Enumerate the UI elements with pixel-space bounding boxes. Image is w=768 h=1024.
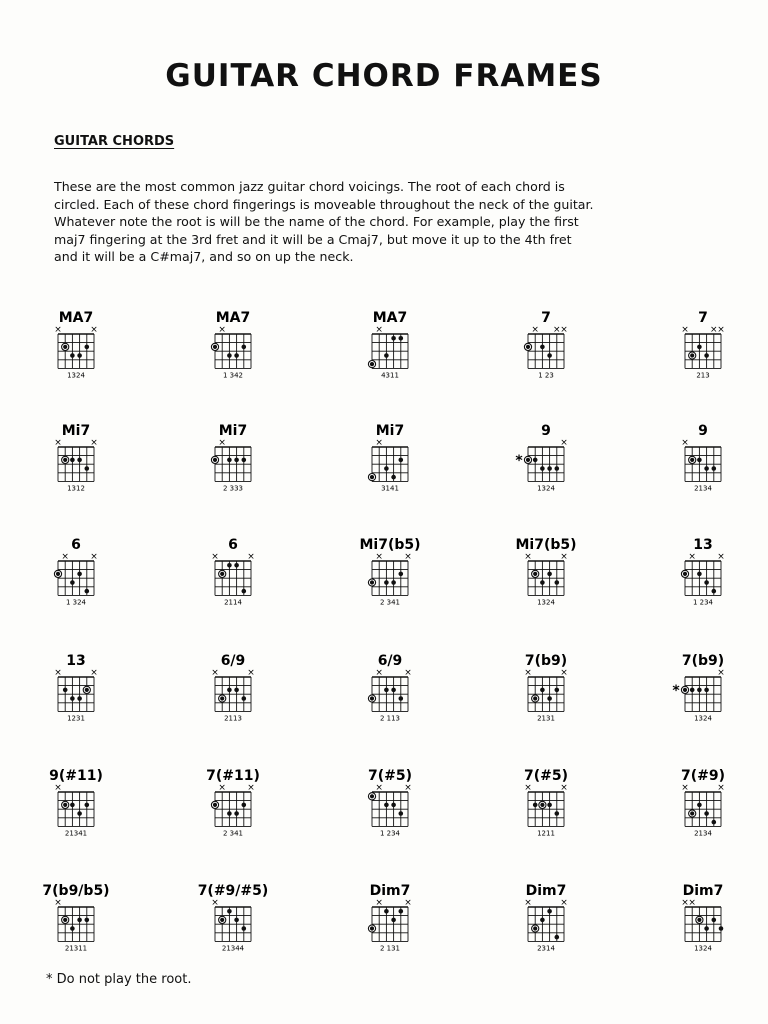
muted-string-mark: × [218, 783, 226, 793]
finger-dot [234, 563, 239, 568]
fingering-numbers: 3141 [381, 484, 399, 493]
chord-frame [211, 423, 251, 492]
fingering-numbers: 1 234 [379, 829, 401, 838]
muted-string-mark: × [375, 668, 383, 678]
root-note-dot [533, 572, 537, 576]
muted-string-mark: × [90, 438, 98, 448]
chord-name: 9 [541, 423, 551, 439]
finger-dot [540, 580, 545, 585]
finger-dot [85, 803, 90, 808]
chord-name: 13 [66, 653, 86, 669]
finger-dot [399, 909, 404, 914]
fingering-numbers: 2113 [224, 714, 242, 723]
muted-string-mark: × [61, 552, 69, 562]
chord-frame [368, 653, 411, 722]
finger-dot [234, 811, 239, 816]
chord-name: Dim7 [525, 883, 567, 899]
finger-dot [555, 466, 560, 471]
finger-dot [63, 688, 68, 693]
root-note-dot [370, 362, 374, 366]
root-note-dot [540, 803, 544, 807]
finger-dot [704, 926, 709, 931]
chord-frame [368, 883, 411, 952]
finger-dot [384, 688, 389, 693]
chord-frame [54, 310, 98, 379]
chord-frame [515, 423, 567, 492]
fingering-numbers: 21311 [64, 944, 88, 953]
fingering-numbers: 2314 [537, 944, 555, 953]
muted-string-mark: × [247, 552, 255, 562]
finger-dot [242, 803, 247, 808]
chord-frame [368, 310, 408, 379]
muted-string-mark: × [717, 325, 725, 335]
finger-dot [70, 458, 75, 463]
finger-dot [555, 811, 560, 816]
chord-frame [211, 537, 255, 606]
fingering-numbers: 1324 [537, 598, 555, 607]
chord-frame [368, 768, 412, 837]
intro-line: and it will be a C#maj7, and so on up the neck. [54, 249, 354, 264]
chord-name: Dim7 [682, 883, 724, 899]
chord-name: 7(#11) [206, 768, 260, 784]
finger-dot [77, 918, 82, 923]
finger-dot [704, 466, 709, 471]
muted-string-mark: × [247, 783, 255, 793]
finger-dot [697, 458, 702, 463]
root-note-dot [690, 458, 694, 462]
finger-dot [697, 688, 702, 693]
finger-dot [391, 918, 396, 923]
finger-dot [227, 458, 232, 463]
muted-string-mark: × [90, 552, 98, 562]
finger-dot [85, 466, 90, 471]
chord-name: Mi7 [375, 423, 405, 439]
finger-dot [85, 918, 90, 923]
finger-dot [391, 580, 396, 585]
fingering-numbers: 1324 [694, 714, 712, 723]
chord-frame [49, 768, 103, 837]
chord-frame [681, 310, 725, 379]
muted-string-mark: × [211, 898, 219, 908]
root-note-dot [220, 918, 224, 922]
finger-dot [234, 918, 239, 923]
muted-string-mark: × [688, 898, 696, 908]
chord-frame [681, 423, 721, 492]
muted-string-mark: × [560, 783, 568, 793]
intro-line: circled. Each of these chord fingerings is moveable throughout the neck of the guitar. [54, 196, 594, 212]
chord-name: MA7 [215, 310, 251, 326]
fingering-numbers: 1211 [537, 829, 555, 838]
chord-frame [515, 537, 576, 606]
finger-dot [77, 353, 82, 358]
finger-dot [547, 909, 552, 914]
fingering-numbers: 2114 [224, 598, 242, 607]
finger-dot [555, 688, 560, 693]
fingering-numbers: 1324 [694, 944, 712, 953]
muted-string-mark: × [211, 668, 219, 678]
finger-dot [704, 580, 709, 585]
finger-dot [533, 458, 538, 463]
muted-string-mark: × [211, 552, 219, 562]
chord-name: 7(#5) [523, 768, 569, 784]
muted-string-mark: × [560, 552, 568, 562]
chord-frame [42, 883, 109, 952]
muted-string-mark: × [247, 668, 255, 678]
finger-dot [547, 353, 552, 358]
chord-name: Mi7(b5) [515, 537, 577, 553]
chord-frame [524, 883, 568, 952]
finger-dot [704, 688, 709, 693]
root-note-dot [533, 926, 537, 930]
fingering-numbers: 2 113 [379, 714, 401, 723]
muted-string-mark: × [375, 438, 383, 448]
root-note-dot [220, 572, 224, 576]
chord-frame [368, 423, 408, 492]
fingering-numbers: 2134 [694, 829, 712, 838]
chord-name: 7(#5) [367, 768, 413, 784]
muted-string-mark: × [681, 325, 689, 335]
chord-frame [54, 537, 97, 606]
chord-frame [211, 653, 255, 722]
chord-name: 6/9 [377, 653, 403, 669]
root-note-dot [370, 794, 374, 798]
finger-dot [227, 811, 232, 816]
finger-dot [234, 688, 239, 693]
chord-name: 9 [698, 423, 708, 439]
finger-dot [555, 580, 560, 585]
chord-frame [54, 423, 98, 492]
muted-string-mark: × [524, 783, 532, 793]
root-note-dot [533, 696, 537, 700]
finger-dot [540, 918, 545, 923]
fingering-numbers: 2 333 [222, 484, 244, 493]
muted-string-mark: × [531, 325, 539, 335]
chord-frame [681, 537, 724, 606]
muted-string-mark: × [90, 668, 98, 678]
finger-dot [399, 336, 404, 341]
root-note-dot [690, 811, 694, 815]
fingering-numbers: 2134 [694, 484, 712, 493]
finger-dot [70, 580, 75, 585]
chord-frame-grid [0, 300, 768, 960]
muted-string-mark: × [560, 898, 568, 908]
finger-dot [227, 688, 232, 693]
fingering-numbers: 1324 [537, 484, 555, 493]
chord-name: 7(#9/#5) [197, 883, 269, 899]
fingering-numbers: 213 [696, 371, 710, 380]
fingering-numbers: 1 342 [222, 371, 244, 380]
root-note-dot [526, 345, 530, 349]
chord-name: 7 [698, 310, 708, 326]
root-note-dot [213, 345, 217, 349]
finger-dot [70, 803, 75, 808]
root-note-dot [213, 803, 217, 807]
finger-dot [690, 688, 695, 693]
muted-string-mark: × [524, 552, 532, 562]
fingering-numbers: 2131 [537, 714, 555, 723]
fingering-numbers: 2 341 [379, 598, 401, 607]
section-heading: GUITAR CHORDS [54, 134, 175, 149]
finger-dot [384, 909, 389, 914]
chord-name: 7(b9/b5) [42, 883, 110, 899]
finger-dot [697, 572, 702, 577]
finger-dot [77, 458, 82, 463]
muted-string-mark: × [717, 783, 725, 793]
finger-dot [384, 353, 389, 358]
muted-string-mark: × [524, 668, 532, 678]
intro-line: maj7 fingering at the 3rd fret and it will be a Cmaj7, but move it up to the 4th fret [54, 231, 572, 247]
chord-name: 6 [228, 537, 238, 553]
finger-dot [391, 803, 396, 808]
intro-paragraph [54, 178, 694, 266]
finger-dot [712, 918, 717, 923]
muted-string-mark: × [54, 898, 62, 908]
root-note-dot [63, 345, 67, 349]
fingering-numbers: 2 131 [379, 944, 401, 953]
finger-dot [391, 475, 396, 480]
muted-string-mark: × [375, 783, 383, 793]
muted-string-mark: × [681, 438, 689, 448]
root-note-dot [370, 580, 374, 584]
fingering-numbers: 4311 [381, 371, 399, 380]
finger-dot [399, 572, 404, 577]
do-not-play-root-mark: * [672, 682, 680, 699]
finger-dot [70, 353, 75, 358]
chord-frame [524, 653, 568, 722]
root-note-dot [683, 572, 687, 576]
muted-string-mark: × [688, 552, 696, 562]
muted-string-mark: × [54, 438, 62, 448]
muted-string-mark: × [375, 898, 383, 908]
fingering-numbers: 1312 [67, 484, 85, 493]
finger-dot [533, 803, 538, 808]
chord-frame [672, 653, 724, 722]
muted-string-mark: × [404, 783, 412, 793]
fingering-numbers: 1231 [67, 714, 85, 723]
muted-string-mark: × [717, 552, 725, 562]
chord-name: MA7 [372, 310, 408, 326]
muted-string-mark: × [681, 898, 689, 908]
muted-string-mark: × [90, 325, 98, 335]
muted-string-mark: × [560, 668, 568, 678]
finger-dot [399, 811, 404, 816]
chord-frame [681, 768, 725, 837]
muted-string-mark: × [404, 668, 412, 678]
intro-line: These are the most common jazz guitar chord voicings. The root of each chord is [54, 179, 565, 194]
chord-frame [198, 883, 269, 952]
root-note-dot [370, 926, 374, 930]
finger-dot [242, 458, 247, 463]
finger-dot [712, 589, 717, 594]
finger-dot [399, 696, 404, 701]
muted-string-mark: × [710, 325, 718, 335]
chord-name: 7(b9) [524, 653, 568, 669]
root-note-dot [683, 688, 687, 692]
finger-dot [547, 696, 552, 701]
muted-string-mark: × [404, 898, 412, 908]
finger-dot [704, 811, 709, 816]
muted-string-mark: × [54, 783, 62, 793]
finger-dot [234, 458, 239, 463]
root-note-dot [63, 458, 67, 462]
chord-name: Dim7 [369, 883, 411, 899]
finger-dot [70, 926, 75, 931]
root-note-dot [370, 475, 374, 479]
muted-string-mark: × [524, 898, 532, 908]
finger-dot [242, 926, 247, 931]
root-note-dot [56, 572, 60, 576]
finger-dot [391, 336, 396, 341]
chord-name: 7 [541, 310, 551, 326]
root-note-dot [63, 803, 67, 807]
fingering-numbers: 21344 [221, 944, 245, 953]
chord-frame [54, 653, 98, 722]
finger-dot [70, 696, 75, 701]
muted-string-mark: × [404, 552, 412, 562]
root-note-dot [220, 696, 224, 700]
finger-dot [547, 572, 552, 577]
chord-name: 9(#11) [49, 768, 103, 784]
chord-name: 7(b9) [681, 653, 725, 669]
muted-string-mark: × [375, 552, 383, 562]
chord-name: 6/9 [220, 653, 246, 669]
do-not-play-root-mark: * [515, 452, 523, 469]
chord-frame [359, 537, 420, 606]
finger-dot [77, 696, 82, 701]
chord-frame [211, 310, 251, 379]
muted-string-mark: × [375, 325, 383, 335]
chord-frame [524, 310, 567, 379]
finger-dot [234, 353, 239, 358]
muted-string-mark: × [717, 668, 725, 678]
fingering-numbers: 1 234 [692, 598, 714, 607]
finger-dot [384, 580, 389, 585]
finger-dot [391, 688, 396, 693]
finger-dot [547, 466, 552, 471]
root-note-dot [526, 458, 530, 462]
page-title: GUITAR CHORD FRAMES [165, 58, 603, 94]
finger-dot [77, 811, 82, 816]
chord-name: 6 [71, 537, 81, 553]
chord-frame [206, 768, 260, 837]
muted-string-mark: × [553, 325, 561, 335]
finger-dot [540, 345, 545, 350]
finger-dot [719, 926, 724, 931]
finger-dot [697, 803, 702, 808]
intro-line: Whatever note the root is will be the name of the chord. For example, play the first [54, 214, 579, 229]
finger-dot [227, 563, 232, 568]
finger-dot [697, 345, 702, 350]
muted-string-mark: × [218, 438, 226, 448]
finger-dot [77, 572, 82, 577]
root-note-dot [690, 353, 694, 357]
muted-string-mark: × [560, 325, 568, 335]
finger-dot [227, 909, 232, 914]
chord-name: 13 [693, 537, 713, 553]
muted-string-mark: × [54, 668, 62, 678]
chord-frame [524, 768, 568, 837]
fingering-numbers: 1 324 [65, 598, 87, 607]
finger-dot [384, 803, 389, 808]
root-note-dot [370, 696, 374, 700]
finger-dot [227, 353, 232, 358]
finger-dot [712, 466, 717, 471]
finger-dot [85, 345, 90, 350]
finger-dot [384, 466, 389, 471]
finger-dot [712, 820, 717, 825]
muted-string-mark: × [54, 325, 62, 335]
chord-frames-svg [0, 300, 768, 960]
root-note-dot [85, 688, 89, 692]
finger-dot [555, 935, 560, 940]
fingering-numbers: 1 23 [538, 371, 554, 380]
muted-string-mark: × [681, 783, 689, 793]
chord-frame [681, 883, 723, 952]
finger-dot [242, 345, 247, 350]
muted-string-mark: × [560, 438, 568, 448]
root-note-dot [63, 918, 67, 922]
chord-name: Mi7 [61, 423, 91, 439]
finger-dot [242, 696, 247, 701]
fingering-numbers: 1324 [67, 371, 85, 380]
finger-dot [540, 466, 545, 471]
finger-dot [242, 589, 247, 594]
finger-dot [399, 458, 404, 463]
root-note-dot [213, 458, 217, 462]
finger-dot [540, 688, 545, 693]
finger-dot [85, 589, 90, 594]
muted-string-mark: × [218, 325, 226, 335]
chord-name: 7(#9) [680, 768, 726, 784]
fingering-numbers: 2 341 [222, 829, 244, 838]
root-note-dot [697, 918, 701, 922]
chord-name: Mi7 [218, 423, 248, 439]
chord-name: Mi7(b5) [359, 537, 421, 553]
footnote: * Do not play the root. [46, 972, 192, 987]
chord-name: MA7 [58, 310, 94, 326]
finger-dot [704, 353, 709, 358]
fingering-numbers: 21341 [64, 829, 88, 838]
finger-dot [547, 803, 552, 808]
